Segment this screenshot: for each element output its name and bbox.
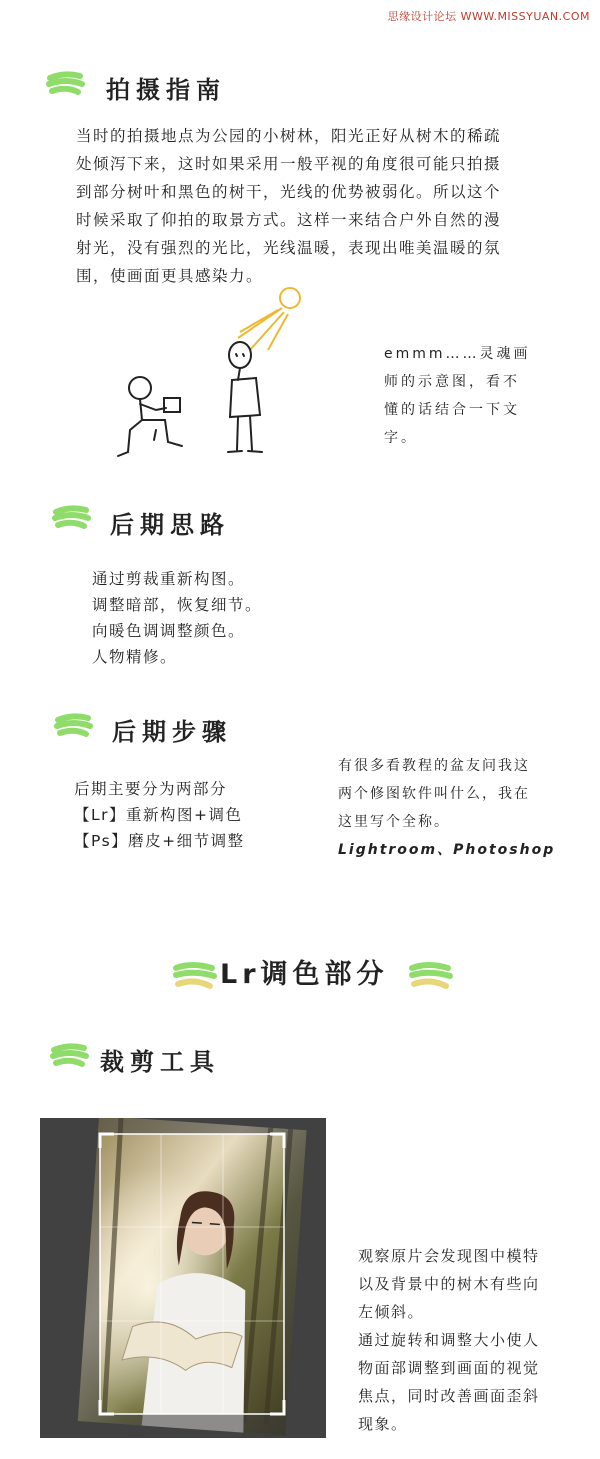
- steps-title: 后期步骤: [112, 718, 232, 746]
- software-note: 有很多看教程的盆友问我这 两个修图软件叫什么，我在 这里写个全称。 Lightroom、Photoshop: [338, 758, 556, 858]
- green-yellow-brush-icon: [408, 958, 454, 994]
- green-brush-icon: [54, 710, 94, 742]
- steps-list: 后期主要分为两部分 【Lr】重新构图+调色 【Ps】磨皮+细节调整: [74, 780, 245, 850]
- green-brush-icon: [52, 502, 92, 534]
- crop-title: 裁剪工具: [100, 1048, 220, 1076]
- sketch-note: emmm……灵魂画 师的示意图，看不 懂的话结合一下文 字。: [384, 346, 531, 446]
- idea-title: 后期思路: [110, 511, 230, 539]
- guide-title: 拍摄指南: [106, 76, 226, 104]
- guide-paragraph: 当时的拍摄地点为公园的小树林，阳光正好从树木的稀疏 处倾泻下来，这时如果采用一般平视的角度很可能只拍摄 到部分树叶和黑色的树干，光线的优势被弱化。所以这个 时候采取了仰拍的取景方式。这样一来结合户外自然的漫 射光，没有强烈的光比，光线温暖，表现出唯美温暖的氛 围，使画面更具感染力。: [76, 127, 502, 285]
- green-yellow-brush-icon: [172, 958, 218, 994]
- idea-list: 通过剪裁重新构图。 调整暗部，恢复细节。 向暖色调调整颜色。 人物精修。: [92, 570, 263, 666]
- kneeling-photographer-figure: [118, 377, 182, 456]
- shooting-sketch: [110, 280, 320, 470]
- watermark: 思缘设计论坛 WWW.MISSYUAN.COM: [387, 10, 590, 23]
- green-brush-icon: [46, 68, 86, 100]
- crop-paragraph: 观察原片会发现图中模特 以及背景中的树木有些向 左倾斜。 通过旋转和调整大小使人 物面部调整到画面的视觉 焦点，同时改善画面歪斜 现象。: [358, 1247, 540, 1433]
- green-brush-icon: [50, 1040, 90, 1072]
- crop-screenshot: [40, 1118, 326, 1438]
- sun-icon: [238, 288, 300, 350]
- lr-title: Lr调色部分: [220, 959, 389, 990]
- standing-person-figure: [228, 342, 262, 452]
